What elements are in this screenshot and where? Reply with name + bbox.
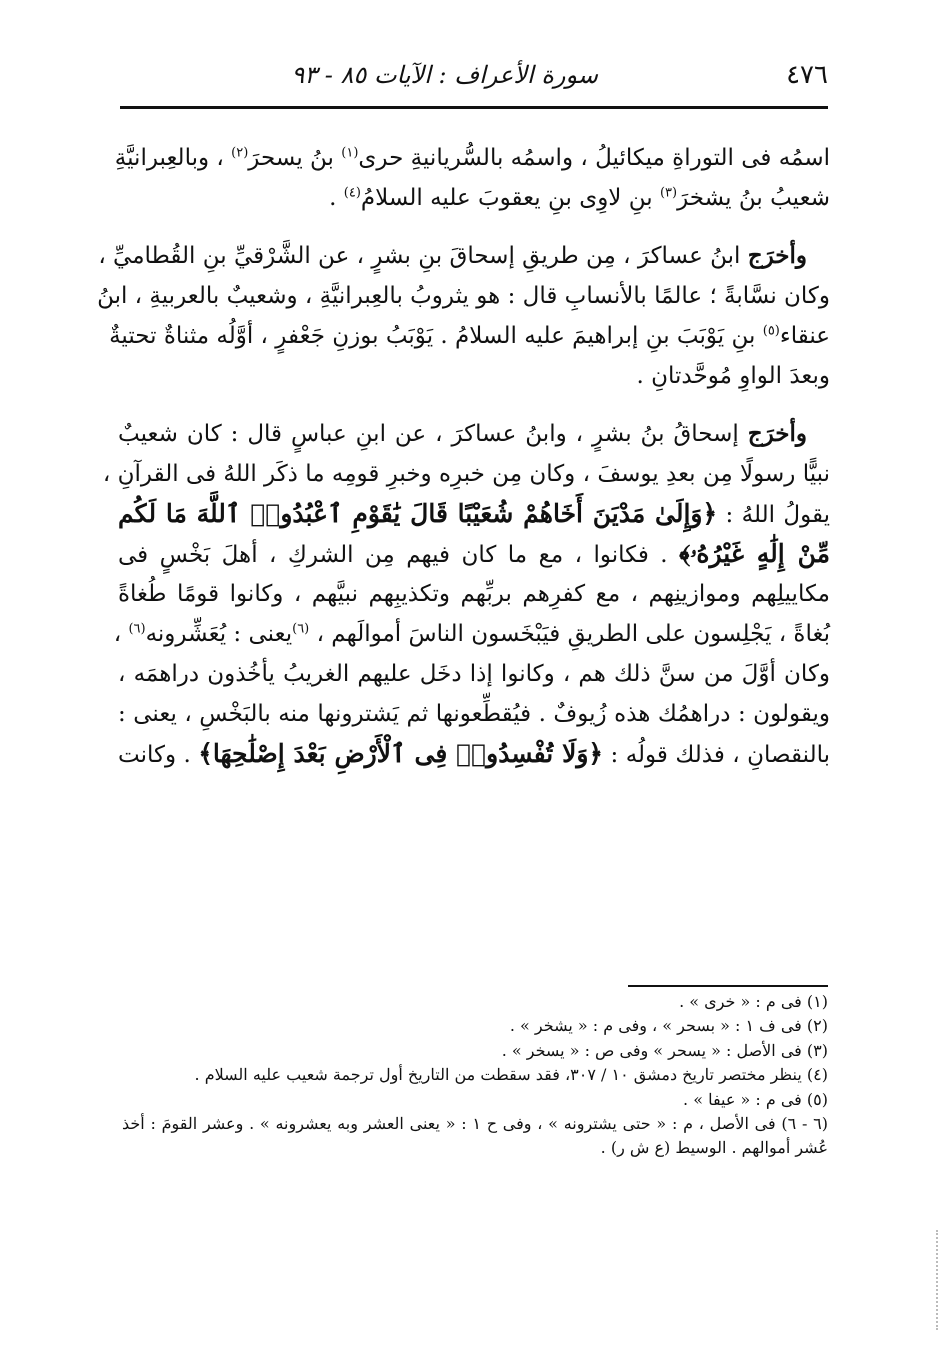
text-run: إسحاقُ بنُ بشرٍ ، وابنُ عساكرَ ، عن ابنِ عباسٍ قال : كان شعيبٌ xyxy=(118,421,739,447)
text-line xyxy=(109,316,830,356)
footnote-ref: (١) xyxy=(341,145,359,161)
text-run: عنقاء xyxy=(779,323,830,349)
text-line xyxy=(118,414,830,454)
text-run: اسمُه فى التوراةِ ميكائيلُ ، واسمُه بالسُّريانيةِ حرى xyxy=(358,145,830,171)
text-run: بنِ يَوْبَبَ بنِ إبراهيمَ عليه السلامُ . يَوْبَبُ بوزنِ جَعْفرٍ ، أوَّلُه مثناةٌ تحتيةٌ xyxy=(109,323,756,349)
quran-verse: ﴿وَإِلَىٰ مَدْيَنَ أَخَاهُمْ شُعَيْبًا قَالَ يَٰقَوْمِ ٱعْبُدُوا۟ ٱللَّهَ مَا لَكُم xyxy=(118,499,718,528)
text-run: مكاييلِهم وموازينِهم ، مع كفرِهم بربِّهم وتكذيبِهم نبيَّهم ، وكانوا قومًا طُغاةً xyxy=(118,581,830,607)
text-run: وبعدَ الواوِ مُوحَّدتانِ . xyxy=(636,363,830,389)
text-run: نبيًّا رسولًا مِن بعدِ يوسفَ ، وكان مِن خبرِه وخبرِ قومِه ما ذكَر اللهُ فى القرآنِ ، xyxy=(102,461,830,487)
quran-verse: ﴿وَلَا تُفْسِدُوا۟ فِى ٱلْأَرْضِ بَعْدَ إِصْلَٰحِهَا﴾ xyxy=(198,739,604,768)
text-line xyxy=(114,138,830,178)
text-run: وكان أوَّلَ من سنَّ ذلك هم ، وكانوا إذا دخَل عليهم الغريبُ يأخُذون دراهمَه ، xyxy=(118,661,830,687)
text-run: بنُ يسحرَ xyxy=(248,145,334,171)
header-rule xyxy=(120,106,828,109)
text-line xyxy=(118,574,830,614)
text-run: بُغاةً ، يَجْلِسون على الطريقِ فيَبْخَسون الناسَ أموالَهم ، xyxy=(316,621,830,647)
running-head: سورة الأعراف : الآيات ٨٥ - ٩٣ xyxy=(291,61,598,89)
footnote: (١) فى م : « خرى » . xyxy=(679,992,828,1011)
footnote: (٥) فى م : « عيفا » . xyxy=(683,1089,828,1109)
text-run: ، xyxy=(113,621,122,647)
text-run: . فكانوا ، مع ما كان فيهم مِن الشركِ ، أهلَ بَخْسٍ فى xyxy=(118,542,668,568)
footnote-ref: (٦) xyxy=(128,621,146,637)
text-line xyxy=(98,236,830,276)
text-run: يعنى : يُعَشِّرونه xyxy=(145,621,293,647)
text-line xyxy=(118,654,830,694)
page-number: ٤٧٦ xyxy=(786,60,828,90)
text-line xyxy=(118,178,830,218)
text-run: شعيبُ بنُ يشخرَ xyxy=(677,185,830,211)
paragraph-2 xyxy=(97,236,830,396)
lead-word: وأخرَج xyxy=(747,420,807,447)
lead-word: وأخرَج xyxy=(747,242,807,269)
footnote-rule xyxy=(628,985,828,987)
footnote: (٤) ينظر مختصر تاريخ دمشق ١٠ / ٣٠٧، فقد سقطت من التاريخ أول ترجمة شعيب عليه السلام . xyxy=(194,1065,828,1085)
footnote-continued: عُشر أموالهم . الوسيط (ع ش ر) . xyxy=(600,1138,828,1158)
text-run: بنِ لاوِى بنِ يعقوبَ عليه السلامُ xyxy=(360,185,653,211)
footnote: (٣) فى الأصل : « يسحر » وفى ص : « يسخر » . xyxy=(501,1040,828,1060)
text-run: ابنُ عساكرَ ، مِن طريقِ إسحاقَ بنِ بشرٍ ، عن الشَّرْقيِّ بنِ القُطاميِّ ، xyxy=(98,243,741,269)
page-header xyxy=(120,55,828,95)
text-line xyxy=(118,356,830,396)
text-line xyxy=(102,454,830,494)
text-run: ، وبالعِبرانيَّةِ xyxy=(114,145,224,171)
footnote-ref: (٦) xyxy=(292,621,310,637)
text-line xyxy=(97,276,830,316)
footnote: (٦ - ٦) فى الأصل ، م : « حتى يشترونه » ، وفى ح ١ : « يعنى العشر وبه يعشرونه » . وعشر القومَ : أخذ xyxy=(122,1114,828,1134)
text-run: وكان نسَّابةً ؛ عالمًا بالأنسابِ قال : هو يثروبُ بالعِبرانيَّةِ ، وشعيبٌ بالعربيةِ ، ابنُ xyxy=(97,283,830,309)
footnote-ref: (٢) xyxy=(231,145,249,161)
text-run: بالنقصانِ ، فذلك قولُه : xyxy=(610,742,830,768)
text-run: ويقولون : دراهمُك هذه زُيوفٌ . فيُقطِّعونها ثم يَشترونها منه بالبَخْسِ ، يعنى : xyxy=(118,701,830,727)
footnotes xyxy=(122,990,828,1161)
footnote-ref: (٤) xyxy=(343,185,361,201)
footnote-ref: (٣) xyxy=(659,185,678,201)
text-run: . xyxy=(329,185,337,211)
text-run: يقولُ اللهُ : xyxy=(725,502,830,528)
quran-verse: مِّنْ إِلَٰهٍ غَيْرُهُۥ﴾ xyxy=(679,539,830,568)
paragraph-1 xyxy=(114,138,830,218)
main-text xyxy=(97,138,830,792)
text-line xyxy=(113,614,830,654)
text-run: . وكانت xyxy=(118,742,191,768)
scan-margin-mark xyxy=(934,1230,938,1330)
footnote: (٢) فى ف ١ : « بسحر » ، وفى م : « يشخر » . xyxy=(509,1016,828,1036)
text-line xyxy=(118,694,830,734)
paragraph-3 xyxy=(102,414,830,774)
text-line xyxy=(118,534,830,574)
footnote-ref: (٥) xyxy=(762,323,780,339)
text-line xyxy=(118,494,830,534)
text-line xyxy=(118,734,830,774)
